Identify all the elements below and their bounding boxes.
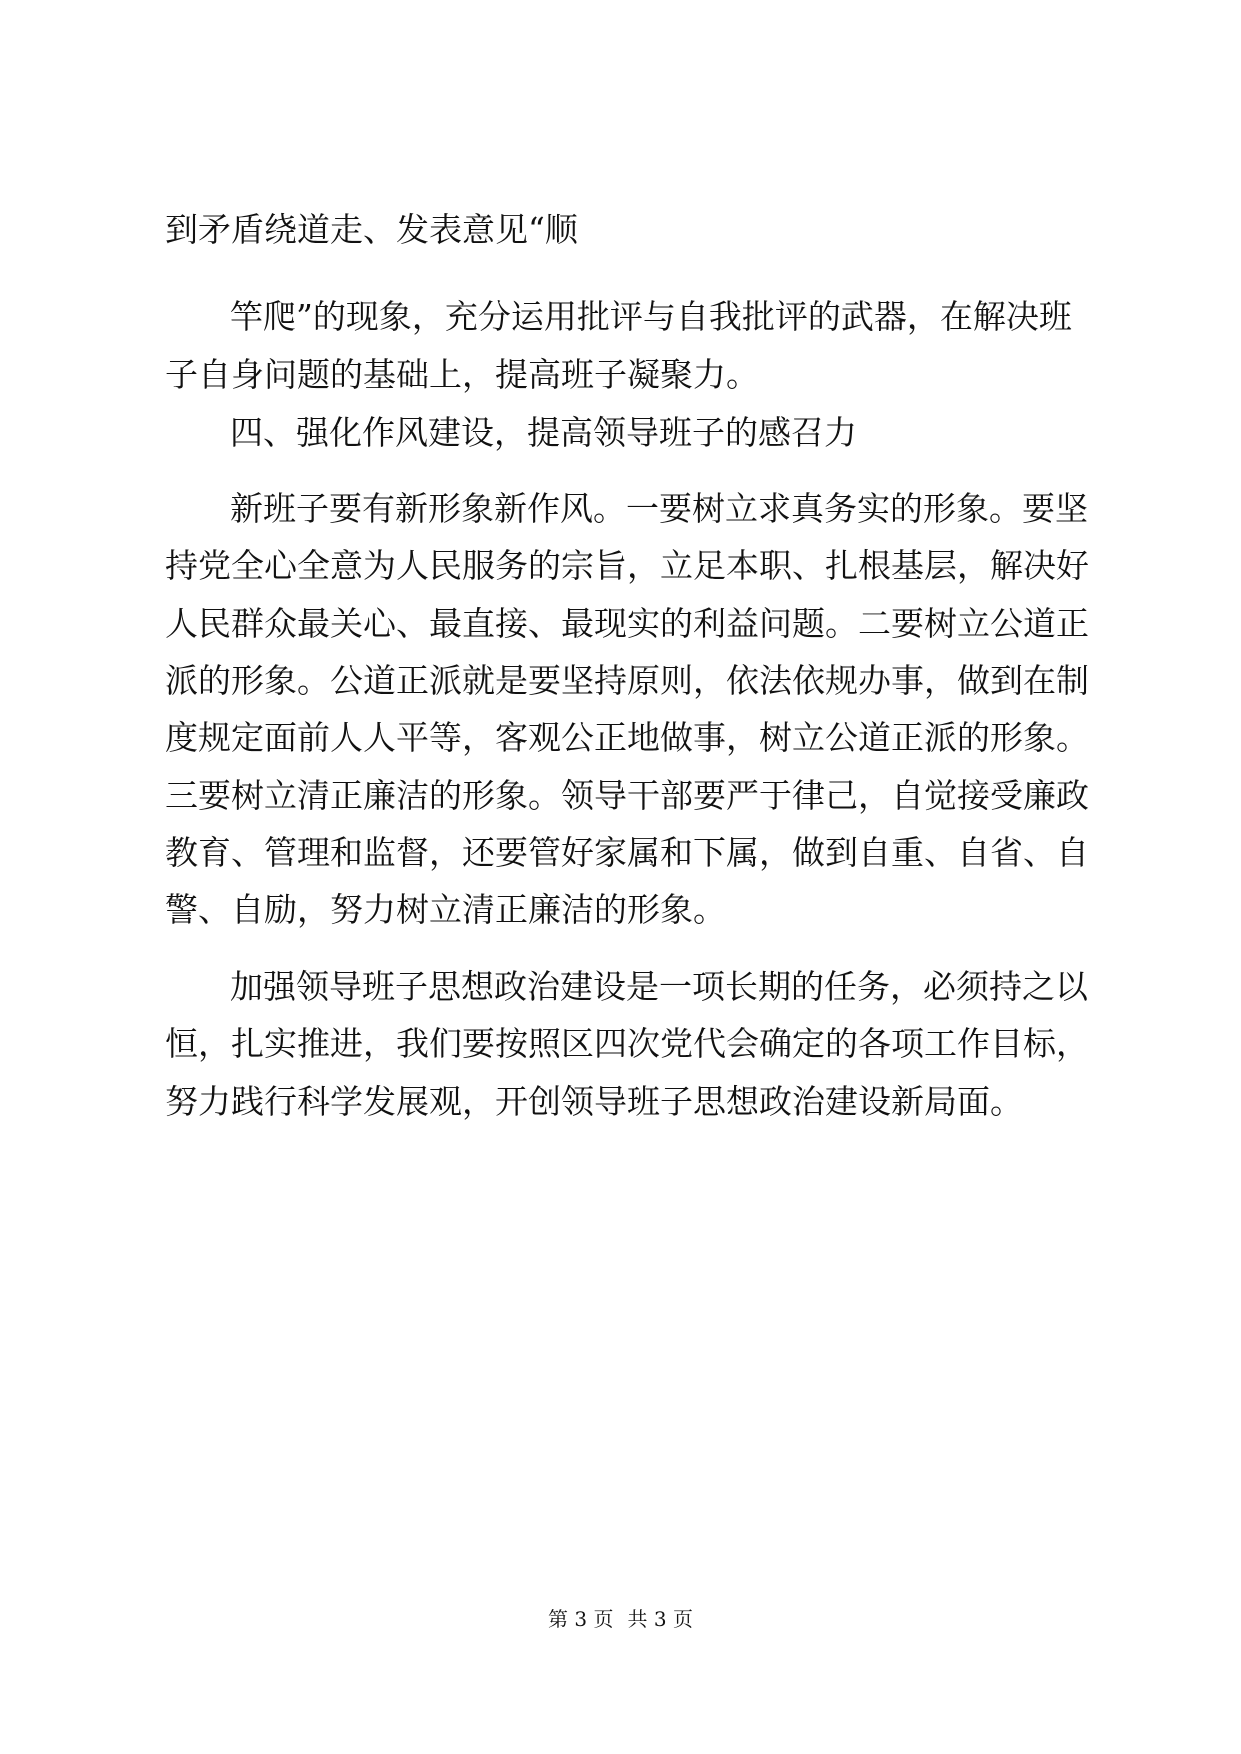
text-line: 恒，扎实推进，我们要按照区四次党代会确定的各项工作目标， xyxy=(165,1024,1089,1063)
text-line: 持党全心全意为人民服务的宗旨，立足本职、扎根基层，解决好 xyxy=(165,546,1089,585)
text-line: 新班子要有新形象新作风。一要树立求真务实的形象。要坚 xyxy=(230,489,1088,528)
text-line: 警、自励，努力树立清正廉洁的形象。 xyxy=(165,890,726,929)
text-line: 三要树立清正廉洁的形象。领导干部要严于律己，自觉接受廉政 xyxy=(165,776,1089,815)
page-number: 第 3 页 xyxy=(548,1607,614,1631)
page-footer xyxy=(0,1605,1241,1633)
page-total: 共 3 页 xyxy=(627,1607,693,1631)
text-line: 子自身问题的基础上，提高班子凝聚力。 xyxy=(165,355,759,394)
text-line: 派的形象。公道正派就是要坚持原则，依法依规办事，做到在制 xyxy=(165,661,1089,700)
section-heading: 四、强化作风建设，提高领导班子的感召力 xyxy=(230,413,857,452)
text-line: 加强领导班子思想政治建设是一项长期的任务，必须持之以 xyxy=(230,967,1088,1006)
text-line: 竿爬”的现象，充分运用批评与自我批评的武器，在解决班 xyxy=(230,297,1072,336)
text-line: 人民群众最关心、最直接、最现实的利益问题。二要树立公道正 xyxy=(165,604,1089,643)
text-line: 努力践行科学发展观，开创领导班子思想政治建设新局面。 xyxy=(165,1082,1023,1121)
text-line: 到矛盾绕道走、发表意见“顺 xyxy=(165,210,578,249)
text-line: 度规定面前人人平等，客观公正地做事，树立公道正派的形象。 xyxy=(165,718,1089,757)
text-line: 教育、管理和监督，还要管好家属和下属，做到自重、自省、自 xyxy=(165,833,1089,872)
